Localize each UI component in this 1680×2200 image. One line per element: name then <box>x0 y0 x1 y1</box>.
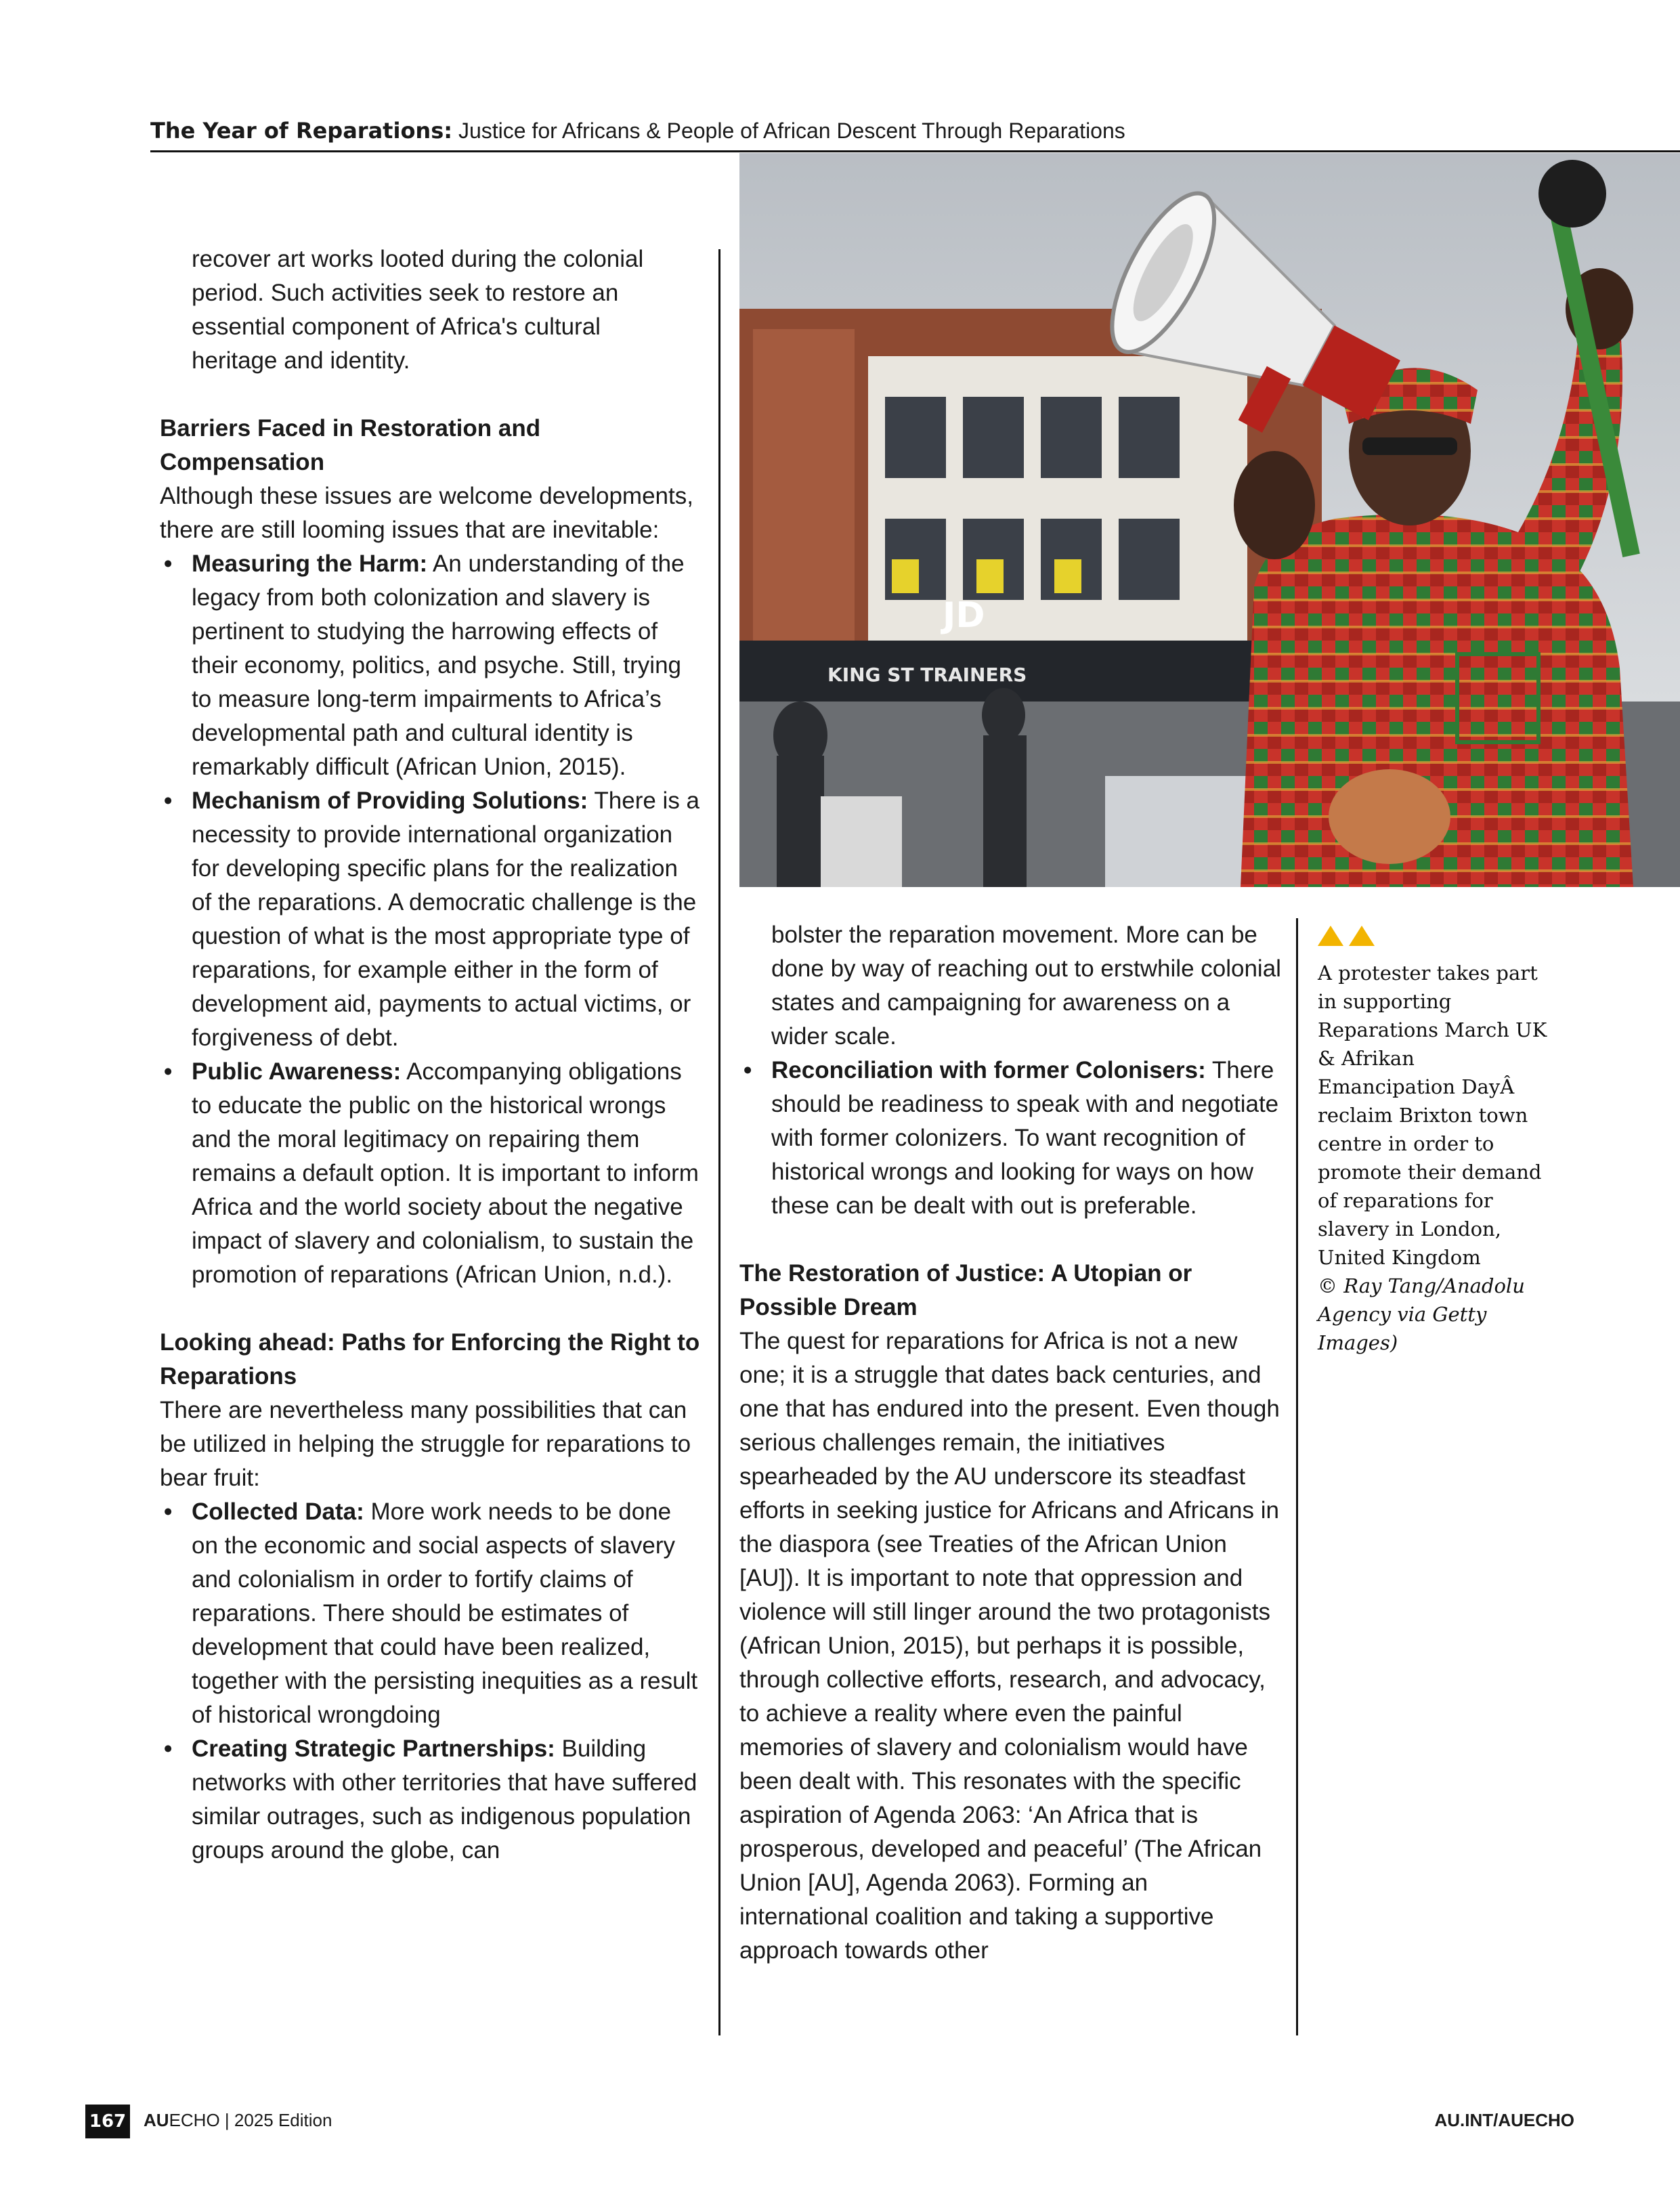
intro-line: recover art works looted during the colonial <box>192 246 644 272</box>
triangle-icon <box>1318 926 1343 946</box>
column-divider <box>718 249 720 2035</box>
photo-illustration <box>739 153 1680 887</box>
intro-line: period. Such activities seek to restore an <box>192 280 619 306</box>
page-number: 167 <box>85 2105 130 2138</box>
list-item: • Collected Data: More work needs to be done on the economic and social aspects of slavery and colonialism in order to fortify claims of reparations. There should be estimates of development that could have been realized, together with the persisting inequities as a result of historical wrongdoing <box>160 1495 702 1732</box>
intro-paragraph <box>160 242 702 378</box>
looking-ahead-heading: Looking ahead: Paths for Enforcing the Right to Reparations <box>160 1329 700 1389</box>
footer-url[interactable]: AU.INT/AUECHO <box>1434 2110 1574 2130</box>
list-item: • Mechanism of Providing Solutions: There is a necessity to provide international organization for developing specific plans for the realization of the reparations. A democratic challenge is the question of what is the most appropriate type of reparations, for example either in the form of development aid, payments to actual victims, or forgiveness of debt. <box>160 784 702 1055</box>
store-banner: KING ST TRAINERS <box>827 664 1027 686</box>
header-title: The Year of Reparations: <box>150 118 453 144</box>
header-subtitle: Justice for Africans & People of African Descent Through Reparations <box>458 118 1125 143</box>
looking-ahead-intro: There are nevertheless many possibilities that can be utilized in helping the struggle for reparations to bear fruit: <box>160 1397 691 1491</box>
photo-caption <box>1318 918 1548 1357</box>
restoration-paragraph: The quest for reparations for Africa is not a new one; it is a struggle that dates back centuries, and one that has endured into the present. Even though serious challenges remain, the initiatives spearheaded by the AU underscore its steadfast efforts in seeking justice for Africans and Africans in the diaspora (see Treaties of the African Union [AU]). It is important to note that oppression and violence will still linger around the two protagonists (African Union, 2015), but perhaps it is possible, through collective efforts, research, and advocacy, to achieve a reality where even the painful memories of slavery and colonialism would have been dealt with. This resonates with the specific aspiration of Agenda 2063: ‘An Africa that is prosperous, developed and peaceful’ (The African Union [AU], Agenda 2063). Forming an international coalition and taking a supportive approach towards other <box>739 1328 1280 1964</box>
continued-paragraph: bolster the reparation movement. More can be done by way of reaching out to erstwhile colonial states and campaigning for awareness on a wider scale. <box>771 922 1281 1050</box>
barriers-list <box>160 547 702 1292</box>
reconciliation-list <box>739 1054 1281 1223</box>
header-rule <box>150 150 1680 152</box>
intro-line: heritage and identity. <box>192 347 410 374</box>
list-item: • Public Awareness: Accompanying obligations to educate the public on the historical wrongs and the moral legitimacy on repairing them remains a default option. It is important to inform Africa and the world society about the negative impact of slavery and colonialism, to sustain the promotion of reparations (African Union, n.d.). <box>160 1055 702 1292</box>
caption-credit: © Ray Tang/Anadolu Agency via Getty Images) <box>1318 1274 1525 1354</box>
caption-marker <box>1318 918 1548 959</box>
barriers-heading: Barriers Faced in Restoration and Compensation <box>160 415 541 475</box>
footer-brand <box>144 2110 332 2131</box>
footer-brand-bold: AU <box>144 2110 169 2130</box>
caption-text: A protester takes part in supporting Reparations March UK & Afrikan Emancipation DayÂ reclaim Brixton town centre in order to promote their demand of reparations for slavery in London, United Kingdom <box>1318 962 1547 1269</box>
list-item: • Reconciliation with former Colonisers: There should be readiness to speak with and negotiate with former colonizers. To want recognition of historical wrongs and looking for ways on how these can be dealt with out is preferable. <box>739 1054 1281 1223</box>
middle-column <box>739 918 1281 1968</box>
triangle-icon <box>1349 926 1375 946</box>
restoration-heading: The Restoration of Justice: A Utopian or Possible Dream <box>739 1260 1192 1320</box>
protester-photo <box>739 153 1680 887</box>
list-item: • Measuring the Harm: An understanding of the legacy from both colonization and slavery is pertinent to studying the harrowing effects of their economy, politics, and psyche. Still, trying to measure long-term impairments to Africa’s developmental path and cultural identity is remarkably difficult (African Union, 2015). <box>160 547 702 784</box>
left-column <box>160 242 702 1868</box>
intro-line: essential component of Africa's cultural <box>192 314 601 340</box>
barriers-intro: Although these issues are welcome developments, there are still looming issues that are inevitable: <box>160 483 693 543</box>
footer-edition: ECHO | 2025 Edition <box>169 2110 332 2130</box>
running-header <box>150 118 1125 144</box>
column-divider <box>1296 918 1298 2035</box>
looking-ahead-list <box>160 1495 702 1868</box>
store-sign: JD <box>943 595 985 636</box>
list-item: • Creating Strategic Partnerships: Building networks with other territories that have suffered similar outrages, such as indigenous population groups around the globe, can <box>160 1732 702 1868</box>
